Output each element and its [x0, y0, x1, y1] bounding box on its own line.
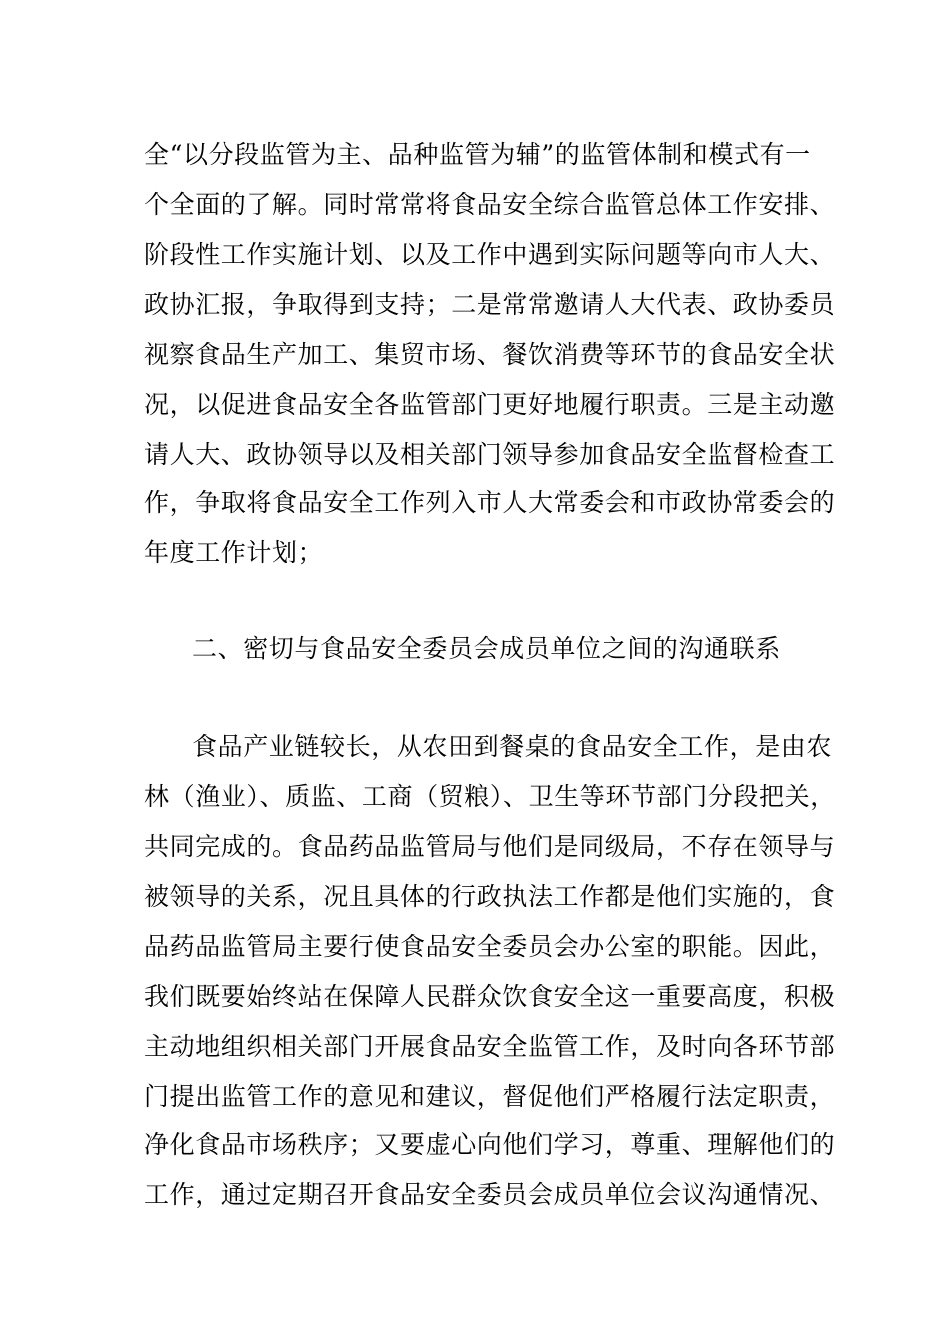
paragraph-1-line-5: 视察食品生产加工、集贸市场、餐饮消费等环节的食品安全状	[144, 340, 836, 369]
paragraph-1-line-4: 政协汇报，争取得到支持；二是常常邀请人大代表、政协委员	[144, 290, 836, 319]
paragraph-2-line-8: 门提出监管工作的意见和建议，督促他们严格履行法定职责，	[144, 1082, 836, 1111]
paragraph-1-line-2: 个全面的了解。同时常常将食品安全综合监管总体工作安排、	[144, 190, 836, 219]
section-heading: 二、密切与食品安全委员会成员单位之间的沟通联系	[192, 634, 781, 663]
paragraph-1-line-8: 作，争取将食品安全工作列入市人大常委会和市政协常委会的	[144, 488, 836, 517]
paragraph-2-line-4: 被领导的关系，况且具体的行政执法工作都是他们实施的，食	[144, 882, 836, 911]
paragraph-1-line-1: 全“以分段监管为主、品种监管为辅”的监管体制和模式有一	[144, 140, 811, 169]
paragraph-2-line-10: 工作，通过定期召开食品安全委员会成员单位会议沟通情况、	[144, 1180, 836, 1209]
paragraph-2-line-3: 共同完成的。食品药品监管局与他们是同级局，不存在领导与	[144, 832, 836, 861]
paragraph-2-line-9: 净化食品市场秩序；又要虚心向他们学习，尊重、理解他们的	[144, 1130, 836, 1159]
paragraph-2-line-2: 林（渔业）、质监、工商（贸粮）、卫生等环节部门分段把关，	[144, 782, 836, 811]
paragraph-1-line-9: 年度工作计划；	[144, 538, 324, 567]
paragraph-2-line-5: 品药品监管局主要行使食品安全委员会办公室的职能。因此，	[144, 932, 836, 961]
paragraph-2-line-7: 主动地组织相关部门开展食品安全监管工作，及时向各环节部	[144, 1032, 836, 1061]
paragraph-1-line-3: 阶段性工作实施计划、以及工作中遇到实际问题等向市人大、	[144, 240, 836, 269]
paragraph-2-line-1: 食品产业链较长，从农田到餐桌的食品安全工作，是由农	[192, 732, 833, 761]
paragraph-1-line-7: 请人大、政协领导以及相关部门领导参加食品安全监督检查工	[144, 440, 836, 469]
paragraph-2-line-6: 我们既要始终站在保障人民群众饮食安全这一重要高度，积极	[144, 982, 836, 1011]
paragraph-1-line-6: 况，以促进食品安全各监管部门更好地履行职责。三是主动邀	[144, 390, 836, 419]
